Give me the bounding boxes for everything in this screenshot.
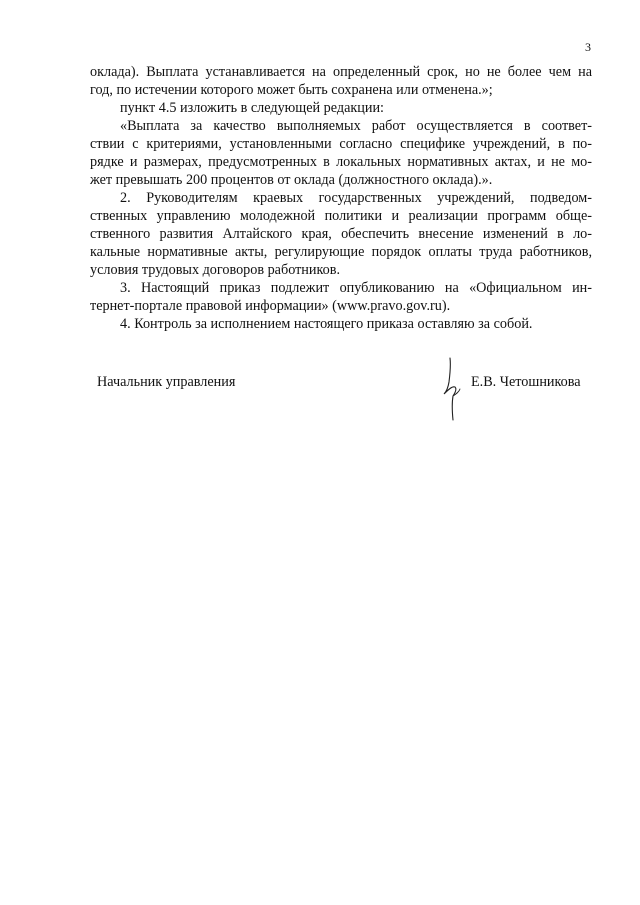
body-line: ственных управлению молодежной политики и реализации программ обще- bbox=[90, 208, 592, 224]
signatory-title: Начальник управления bbox=[97, 374, 236, 390]
body-line: рядке и размерах, предусмотренных в локальных нормативных актах, и не мо- bbox=[90, 154, 592, 170]
body-line: жет превышать 200 процентов от оклада (должностного оклада).». bbox=[90, 172, 493, 188]
body-line: кальные нормативные акты, регулирующие порядок оплаты труда работников, bbox=[90, 244, 592, 260]
body-line: 4. Контроль за исполнением настоящего приказа оставляю за собой. bbox=[120, 316, 533, 332]
body-line: оклада). Выплата устанавливается на определенный срок, но не более чем на bbox=[90, 64, 592, 80]
body-line: условия трудовых договоров работников. bbox=[90, 262, 341, 278]
body-line: 3. Настоящий приказ подлежит опубликованию на «Официальном ин- bbox=[120, 280, 592, 296]
body-line: ствии с критериями, установленными согласно специфике учреждений, в по- bbox=[90, 136, 592, 152]
body-line: «Выплата за качество выполняемых работ осуществляется в соответ- bbox=[120, 118, 592, 134]
body-line: пункт 4.5 изложить в следующей редакции: bbox=[120, 100, 384, 116]
handwritten-signature bbox=[438, 356, 468, 422]
page-number: 3 bbox=[585, 40, 591, 54]
signatory-name: Е.В. Четошникова bbox=[471, 374, 581, 390]
body-line: тернет-портале правовой информации» (www.pravo.gov.ru). bbox=[90, 298, 451, 314]
body-line: год, по истечении которого может быть сохранена или отменена.»; bbox=[90, 82, 493, 98]
body-line: ственного развития Алтайского края, обеспечить внесение изменений в ло- bbox=[90, 226, 592, 242]
body-line: 2. Руководителям краевых государственных учреждений, подведом- bbox=[120, 190, 592, 206]
